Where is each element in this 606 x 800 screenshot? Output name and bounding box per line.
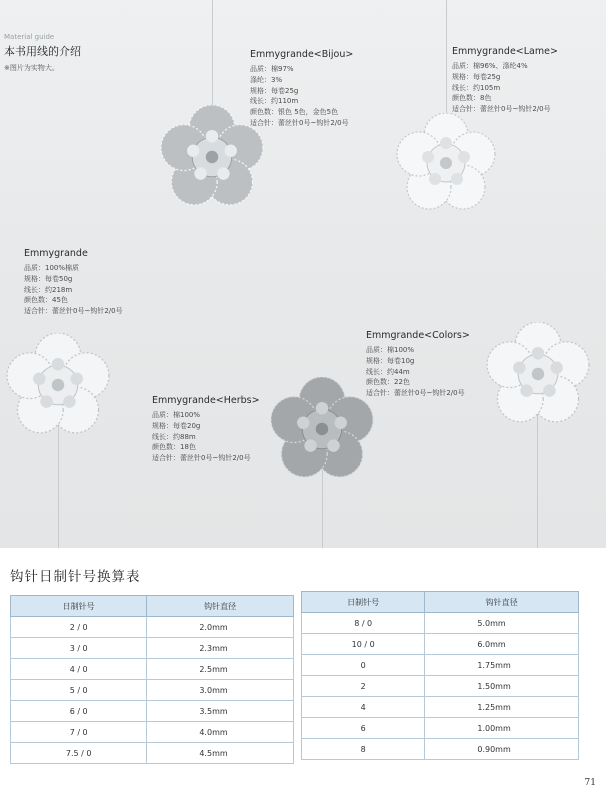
size-cell: 4 — [302, 697, 425, 718]
flower-lame — [396, 113, 496, 213]
yarn-info-lame — [452, 46, 558, 115]
yarn-spec: 品质：棉100% — [152, 411, 201, 419]
yarn-spec: 品质：棉97% — [250, 65, 294, 73]
section-label: Material guide — [4, 33, 55, 41]
yarn-spec: 适合针：蕾丝针0号~钩针2/0号 — [250, 118, 349, 127]
yarn-spec: 颜色数：45色 — [24, 296, 68, 305]
diameter-cell: 3.5mm — [147, 701, 294, 722]
diameter-cell: 1.75mm — [425, 655, 579, 676]
stem-colors — [537, 405, 538, 548]
yarn-spec: 规格：每卷25g — [250, 86, 299, 95]
diameter-cell: 0.90mm — [425, 739, 579, 760]
diameter-cell: 4.0mm — [147, 722, 294, 743]
yarn-spec: 品质：棉96%、涤纶4% — [452, 62, 528, 70]
yarn-name: Emmygrande<Bijou> — [250, 49, 354, 60]
yarn-name: Emmygrande — [24, 248, 88, 259]
table-row — [11, 638, 294, 659]
size-cell: 10 / 0 — [302, 634, 425, 655]
yarn-spec: 规格：每卷50g — [24, 274, 73, 283]
size-cell: 6 — [302, 718, 425, 739]
conversion-table-left — [10, 595, 294, 764]
flower-herbs — [270, 377, 374, 481]
column-header-size: 日制针号 — [11, 596, 147, 617]
yarn-info-bijou — [250, 49, 353, 129]
yarn-info-herbs — [152, 395, 260, 464]
yarn-name: Emmygrande<Herbs> — [152, 395, 260, 406]
diameter-cell: 1.50mm — [425, 676, 579, 697]
flower-bijou — [160, 105, 264, 209]
diameter-cell: 3.0mm — [147, 680, 294, 701]
conversion-table-right — [301, 591, 579, 760]
yarn-spec: 线长：约218m — [24, 285, 73, 294]
yarn-spec: 适合针：蕾丝针0号~钩针2/0号 — [452, 105, 551, 114]
flower-colors — [486, 322, 590, 426]
diameter-cell: 5.0mm — [425, 613, 579, 634]
table-row — [11, 743, 294, 764]
yarn-spec: 品质：棉100% — [366, 346, 415, 354]
table-row — [11, 659, 294, 680]
yarn-spec: 颜色数：银色 5色，金色5色 — [250, 108, 339, 117]
table-row — [302, 613, 579, 634]
table-header-row — [11, 596, 294, 617]
table-row — [11, 701, 294, 722]
size-note: ※图片为实物大。 — [4, 64, 59, 72]
yarn-spec: 适合针：蕾丝针0号~钩针2/0号 — [152, 454, 251, 463]
size-cell: 3 / 0 — [11, 638, 147, 659]
flower-plain — [6, 333, 110, 437]
diameter-cell: 1.00mm — [425, 718, 579, 739]
table-row — [302, 655, 579, 676]
size-cell: 2 / 0 — [11, 617, 147, 638]
table-row — [11, 722, 294, 743]
column-header-diameter: 钩针直径 — [147, 596, 294, 617]
size-cell: 6 / 0 — [11, 701, 147, 722]
conversion-table-title: 钩针日制针号换算表 — [10, 569, 141, 585]
table-header-row — [302, 592, 579, 613]
yarn-name: Emmygrande<Lame> — [452, 46, 558, 57]
yarn-info-plain — [24, 248, 123, 317]
diameter-cell: 2.5mm — [147, 659, 294, 680]
diameter-cell: 2.0mm — [147, 617, 294, 638]
page-number: 71 — [584, 778, 596, 788]
yarn-name: Emmgrande<Colors> — [366, 330, 470, 341]
diameter-cell: 1.25mm — [425, 697, 579, 718]
size-cell: 2 — [302, 676, 425, 697]
size-cell: 8 / 0 — [302, 613, 425, 634]
yarn-spec: 规格：每卷25g — [452, 72, 501, 81]
yarn-spec: 线长：约88m — [152, 432, 196, 441]
column-header-size: 日制针号 — [302, 592, 425, 613]
yarn-spec: 颜色数：18色 — [152, 443, 196, 452]
diameter-cell: 2.3mm — [147, 638, 294, 659]
size-cell: 8 — [302, 739, 425, 760]
yarn-spec: 颜色数：22色 — [366, 378, 410, 387]
table-row — [302, 697, 579, 718]
page-title: 本书用线的介绍 — [4, 45, 81, 58]
table-row — [11, 617, 294, 638]
table-row — [11, 680, 294, 701]
table-row — [302, 739, 579, 760]
yarn-spec: 品质：100%棉质 — [24, 264, 80, 272]
yarn-spec: 线长：约110m — [250, 97, 299, 106]
diameter-cell: 6.0mm — [425, 634, 579, 655]
table-row — [302, 718, 579, 739]
yarn-spec: 线长：约105m — [452, 83, 501, 92]
size-cell: 7 / 0 — [11, 722, 147, 743]
yarn-spec: 适合针：蕾丝针0号~钩针2/0号 — [366, 389, 465, 398]
size-cell: 0 — [302, 655, 425, 676]
size-cell: 5 / 0 — [11, 680, 147, 701]
yarn-spec: 规格：每卷20g — [152, 421, 201, 430]
size-cell: 7.5 / 0 — [11, 743, 147, 764]
column-header-diameter: 钩针直径 — [425, 592, 579, 613]
diameter-cell: 4.5mm — [147, 743, 294, 764]
size-cell: 4 / 0 — [11, 659, 147, 680]
table-row — [302, 634, 579, 655]
yarn-spec: 颜色数：8色 — [452, 94, 492, 103]
yarn-spec: 线长：约44m — [366, 367, 410, 376]
yarn-spec: 涤纶：3% — [250, 75, 283, 84]
yarn-spec: 规格：每卷10g — [366, 356, 415, 365]
yarn-spec: 适合针：蕾丝针0号~钩针2/0号 — [24, 307, 123, 316]
yarn-info-colors — [366, 330, 470, 399]
table-row — [302, 676, 579, 697]
